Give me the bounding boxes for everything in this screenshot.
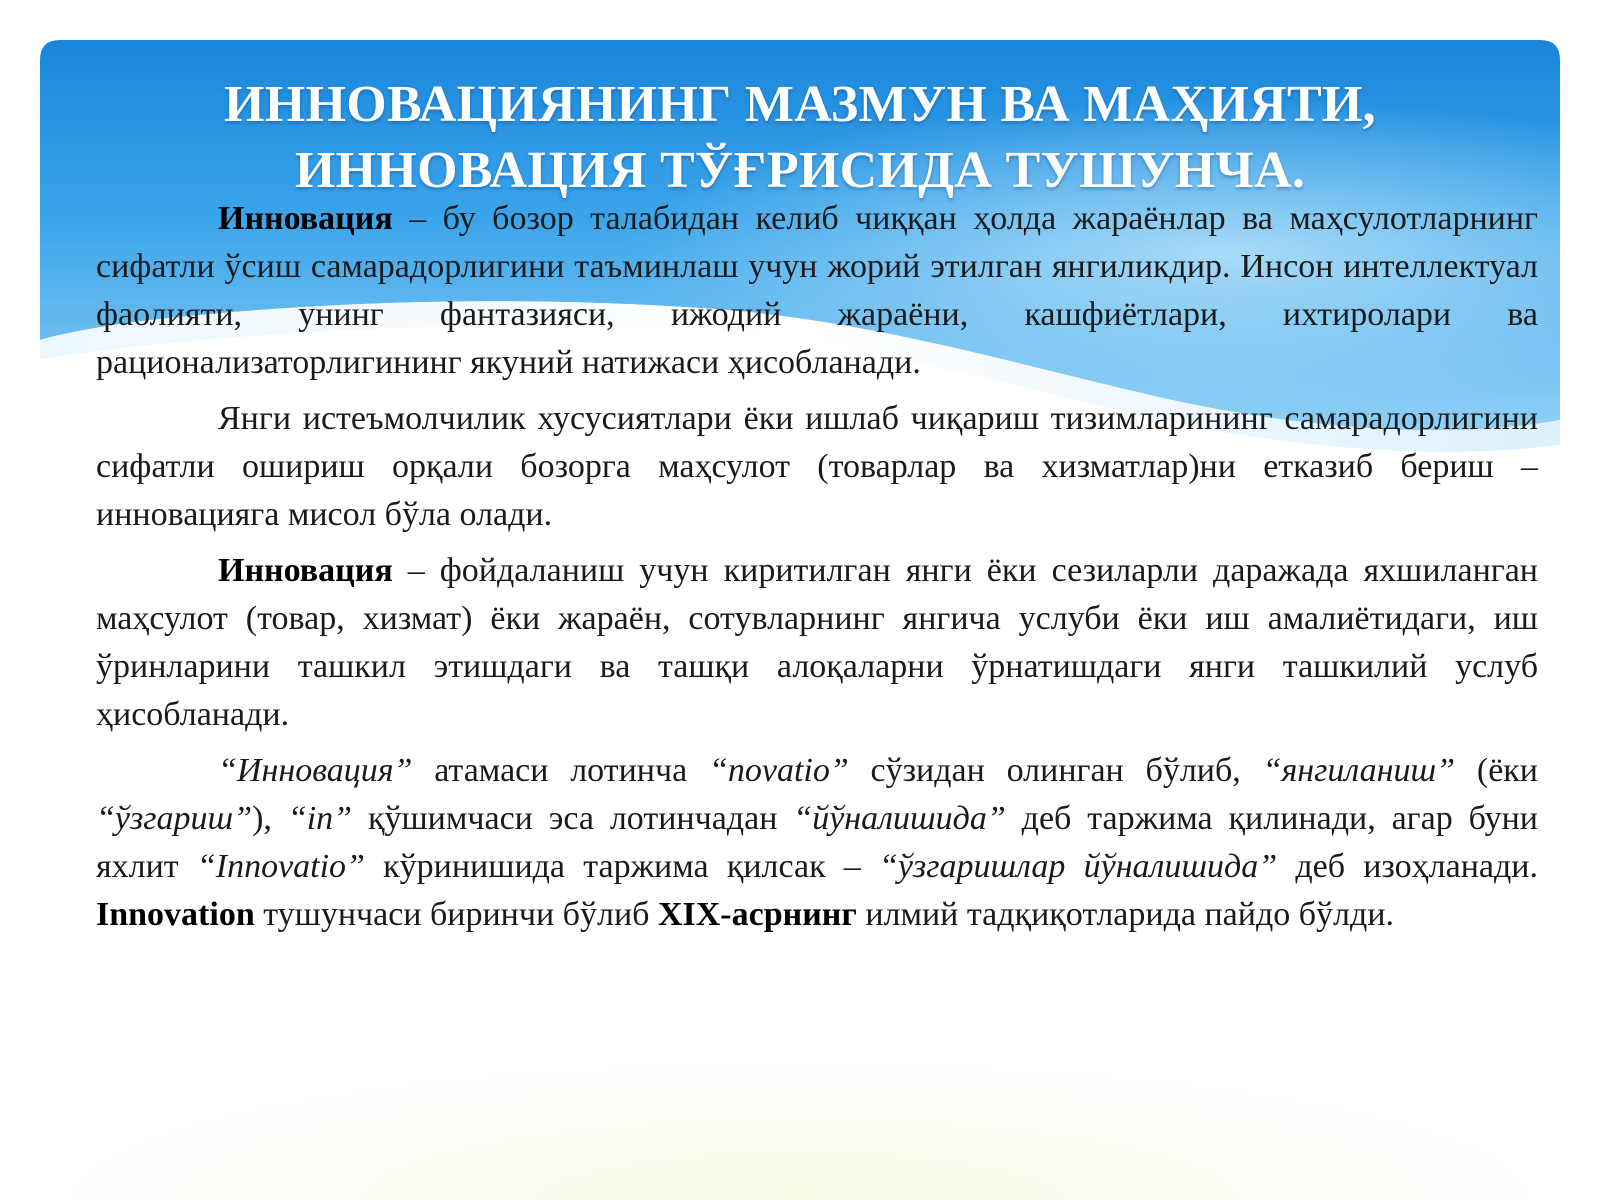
italic-term: “novatio” [708, 752, 849, 789]
text-fragment: ), [252, 800, 288, 837]
paragraph-example [96, 395, 1538, 539]
italic-term: “йўналишида” [793, 800, 1006, 837]
bold-term: Innovation [96, 896, 255, 933]
italic-term: “янгиланиш” [1262, 752, 1456, 789]
text-fragment: деб изоҳланади. [1277, 848, 1538, 885]
text-fragment: деб таржима қилинади, агар буни яхлит [96, 800, 1538, 885]
text-fragment: тушунчаси биринчи бўлиб [254, 896, 658, 933]
title-line-2: ИННОВАЦИЯ ТЎҒРИСИДА ТУШУНЧА. [294, 142, 1306, 199]
bold-term: XIX-асрнинг [657, 896, 857, 933]
slide-title [40, 72, 1560, 204]
text-fragment: қўшимчаси эса лотинчадан [352, 800, 794, 837]
paragraph-definition-1 [96, 195, 1538, 387]
text-fragment: атамаси лотинча [412, 752, 709, 789]
paragraph-text: – фойдаланиш учун киритилган янги ёки сезиларли даражада яхшиланган маҳсулот (товар, хизмат) ёки жараён, сотувларнинг янгича услуби ёки иш амалиётидаги, иш ўринларини ташкил этишдаги ва ташқи алоқаларни ўрнатишдаги янги ташкилий услуб ҳисобланади. [96, 552, 1538, 733]
slide-body [96, 195, 1538, 947]
title-line-1: ИННОВАЦИЯНИНГ МАЗМУН ВА МАҲИЯТИ, [224, 76, 1376, 133]
italic-term: “ўзгаришлар йўналишида” [878, 848, 1278, 885]
text-fragment: кўринишида таржима қилсак – [364, 848, 879, 885]
term-innovation: Инновация [218, 552, 393, 589]
italic-term: “Innovatio” [196, 848, 365, 885]
paragraph-definition-2 [96, 547, 1538, 739]
paragraph-text: – бу бозор талабидан келиб чиққан ҳолда жараёнлар ва маҳсулотларнинг сифатли ўсиш самарадорлигини таъминлаш учун жорий этилган янгиликдир. Инсон интеллектуал фаолияти, унинг фантазияси, ижодий жараёни, кашфиётлари, ихтиролари ва рационализаторлигининг якуний натижаси ҳисобланади. [96, 200, 1538, 381]
text-fragment: (ёки [1455, 752, 1538, 789]
paragraph-text: Янги истеъмолчилик хусусиятлари ёки ишлаб чиқариш тизимларининг самарадорлигини сифатли ошириш орқали бозорга маҳсулот (товарлар ва хизматлар)ни етказиб бериш – инновацияга мисол бўла олади. [96, 400, 1538, 533]
paragraph-etymology [96, 747, 1538, 939]
italic-term: “in” [287, 800, 353, 837]
italic-term: “ўзгариш” [96, 800, 253, 837]
term-innovation: Инновация [218, 200, 393, 237]
text-fragment: сўзидан олинган бўлиб, [848, 752, 1263, 789]
text-fragment: илмий тадқиқотларида пайдо бўлди. [856, 896, 1395, 933]
italic-term: “Инновация” [218, 752, 413, 789]
